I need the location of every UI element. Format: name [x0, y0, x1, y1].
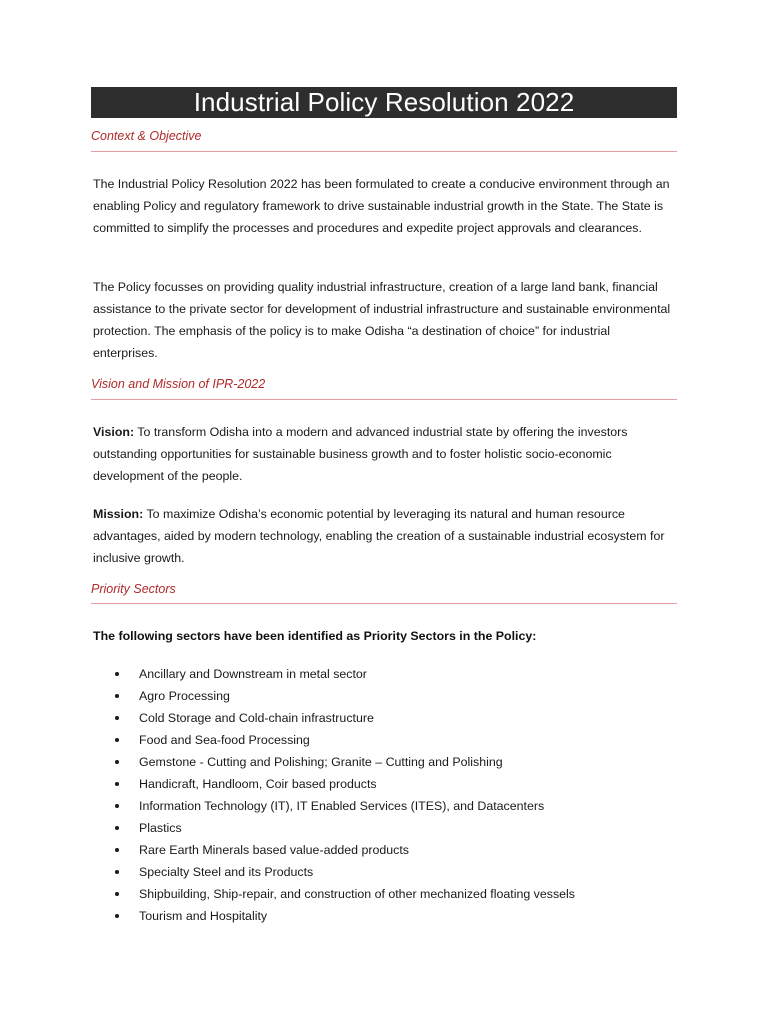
vision-label: Vision: — [93, 425, 135, 439]
section-heading-vision-mission: Vision and Mission of IPR-2022 — [91, 377, 266, 391]
bullet-icon — [115, 870, 119, 874]
list-item: Specialty Steel and its Products — [112, 861, 672, 883]
bullet-icon — [115, 716, 119, 720]
section-heading-context: Context & Objective — [91, 129, 202, 143]
bullet-icon — [115, 892, 119, 896]
list-item: Handicraft, Handloom, Coir based products — [112, 773, 672, 795]
section-heading-priority: Priority Sectors — [91, 582, 176, 596]
section-divider-vision-mission — [91, 399, 677, 400]
context-paragraph-2: The Policy focusses on providing quality industrial infrastructure, creation of a large land bank, financial assistance to the private sector for development of industrial infrastructure and sustainable environmental protection. The emphasis of the policy is to make Odisha “a destination of choice” for industrial enterprises. — [93, 280, 671, 360]
list-item: Agro Processing — [112, 685, 672, 707]
list-item: Shipbuilding, Ship-repair, and construction of other mechanized floating vessels — [112, 883, 672, 905]
vision-text: To transform Odisha into a modern and advanced industrial state by offering the investors outstanding opportunities for sustainable business growth and to foster holistic socio-economic development of the people. — [93, 425, 628, 483]
page-title: Industrial Policy Resolution 2022 — [91, 87, 677, 118]
list-item: Information Technology (IT), IT Enabled Services (ITES), and Datacenters — [112, 795, 672, 817]
list-item: Food and Sea-food Processing — [112, 729, 672, 751]
bullet-icon — [115, 782, 119, 786]
bullet-icon — [115, 848, 119, 852]
list-item: Tourism and Hospitality — [112, 905, 672, 927]
mission-paragraph — [93, 503, 677, 569]
priority-lead-text: The following sectors have been identified as Priority Sectors in the Policy: — [93, 629, 537, 643]
priority-sector-list — [112, 663, 672, 927]
bullet-icon — [115, 694, 119, 698]
vision-paragraph — [93, 421, 677, 487]
bullet-icon — [115, 914, 119, 918]
bullet-icon — [115, 826, 119, 830]
list-item: Rare Earth Minerals based value-added products — [112, 839, 672, 861]
section-divider-context — [91, 151, 677, 152]
list-item: Ancillary and Downstream in metal sector — [112, 663, 672, 685]
list-item: Cold Storage and Cold-chain infrastructure — [112, 707, 672, 729]
section-divider-priority — [91, 603, 677, 604]
context-paragraph-1: The Industrial Policy Resolution 2022 has been formulated to create a conducive environment through an enabling Policy and regulatory framework to drive sustainable industrial growth in the State. The State is committed to simplify the processes and procedures and expedite project approvals and clearances. — [93, 177, 670, 235]
mission-label: Mission: — [93, 507, 144, 521]
list-item: Gemstone - Cutting and Polishing; Granite – Cutting and Polishing — [112, 751, 672, 773]
bullet-icon — [115, 804, 119, 808]
bullet-icon — [115, 760, 119, 764]
list-item: Plastics — [112, 817, 672, 839]
mission-text: To maximize Odisha’s economic potential by leveraging its natural and human resource advantages, aided by modern technology, enabling the creation of a sustainable industrial ecosystem for inclusive growth. — [93, 507, 665, 565]
bullet-icon — [115, 738, 119, 742]
bullet-icon — [115, 672, 119, 676]
